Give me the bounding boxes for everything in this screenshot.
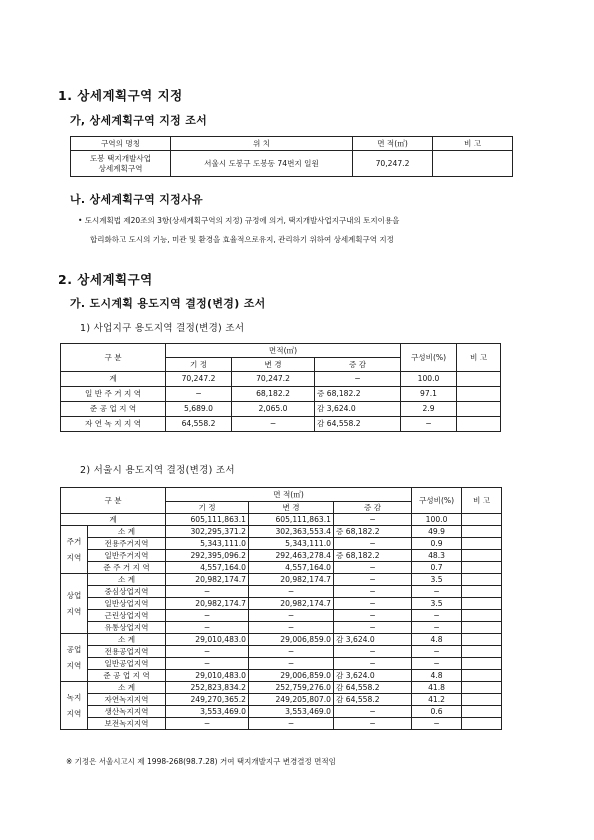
col-header-note: 비 고 (433, 137, 513, 151)
table-row (61, 574, 502, 586)
zone-name-line1: 도봉 택지개발사업 (89, 153, 152, 163)
note-value (462, 658, 502, 670)
note-value (457, 372, 501, 387)
existing-value: − (166, 622, 249, 634)
zone-group-label (61, 526, 88, 574)
row-label: 전용주거지역 (88, 538, 166, 550)
table-row (61, 658, 502, 670)
delta-value: − (334, 574, 412, 586)
row-label: 자 연 녹 지 지 역 (61, 417, 166, 432)
t2-header-existing: 기 정 (166, 502, 249, 514)
row-label: 근린상업지역 (88, 610, 166, 622)
ratio-value: 0.6 (412, 706, 462, 718)
table-row (61, 622, 502, 634)
col-header-area: 면 적(㎡) (353, 137, 433, 151)
change-value: − (232, 417, 315, 432)
delta-value: 감 64,558.2 (334, 694, 412, 706)
existing-value: 20,982,174.7 (166, 598, 249, 610)
row-label: 중심상업지역 (88, 586, 166, 598)
row-label: 전용공업지역 (88, 646, 166, 658)
delta-value: 감 64,558.2 (334, 682, 412, 694)
ratio-value: 4.8 (412, 634, 462, 646)
row-label: 준 공 업 지 역 (88, 670, 166, 682)
ratio-value: − (412, 718, 462, 730)
existing-value: 29,010,483.0 (166, 670, 249, 682)
ratio-value: 41.2 (412, 694, 462, 706)
existing-value: 302,295,371.2 (166, 526, 249, 538)
change-value: 29,006,859.0 (249, 634, 334, 646)
t2-header-division: 구 분 (61, 488, 166, 514)
delta-value: − (334, 514, 412, 526)
ratio-value: 100.0 (412, 514, 462, 526)
note-value (462, 526, 502, 538)
change-value: − (249, 718, 334, 730)
delta-value: − (334, 622, 412, 634)
row-label: 계 (61, 514, 166, 526)
reason-line1: • 도시계획법 제20조의 3항(상세계획구역의 지정) 규정에 의거, 택지개발사업지구내의 토지이용을 (78, 216, 400, 225)
note-value (462, 706, 502, 718)
delta-value: − (334, 562, 412, 574)
existing-value: 64,558.2 (166, 417, 232, 432)
change-value: 252,759,276.0 (249, 682, 334, 694)
ratio-value: 3.5 (412, 574, 462, 586)
ratio-value: 41.8 (412, 682, 462, 694)
note-value (462, 694, 502, 706)
t1-header-existing: 기 정 (166, 358, 232, 372)
change-value: − (249, 622, 334, 634)
delta-value: 감 3,624.0 (334, 670, 412, 682)
table-row (61, 646, 502, 658)
change-value: 2,065.0 (232, 402, 315, 417)
change-value: 302,363,553.4 (249, 526, 334, 538)
row-label: 생산녹지지역 (88, 706, 166, 718)
table-row (61, 562, 502, 574)
table-row (61, 670, 502, 682)
existing-value: 29,010,483.0 (166, 634, 249, 646)
ratio-value: 48.3 (412, 550, 462, 562)
existing-value: − (166, 610, 249, 622)
delta-value: 증 68,182.2 (315, 387, 401, 402)
row-label: 계 (61, 372, 166, 387)
note-value (462, 682, 502, 694)
t1-header-change: 변 경 (232, 358, 315, 372)
table-row (61, 514, 502, 526)
ratio-value: − (412, 610, 462, 622)
existing-value: 292,395,096.2 (166, 550, 249, 562)
ratio-value: 0.7 (412, 562, 462, 574)
t1-header-delta: 증 감 (315, 358, 401, 372)
delta-value: 증 68,182.2 (334, 526, 412, 538)
note-value (457, 417, 501, 432)
change-value: 249,205,807.0 (249, 694, 334, 706)
zone-group-label-line2: 지역 (66, 708, 82, 718)
ratio-value: 3.5 (412, 598, 462, 610)
project-zoning-table (60, 343, 501, 432)
existing-value: − (166, 658, 249, 670)
note-value (462, 550, 502, 562)
change-value: − (249, 658, 334, 670)
delta-value: 증 68,182.2 (334, 550, 412, 562)
change-value: − (249, 586, 334, 598)
section1-sub-b: 나. 상세계획구역 지정사유 (70, 193, 203, 206)
zone-group-label-line1: 상업 (66, 590, 82, 600)
t1-header-division: 구 분 (61, 344, 166, 372)
table-row (61, 586, 502, 598)
note-value (462, 574, 502, 586)
t2-header-ratio: 구성비(%) (412, 488, 462, 514)
change-value: 20,982,174.7 (249, 574, 334, 586)
zone-group-label-line1: 녹지 (66, 692, 82, 702)
table-row (61, 694, 502, 706)
zone-group-label (61, 574, 88, 634)
existing-value: 5,689.0 (166, 402, 232, 417)
note-value (462, 646, 502, 658)
row-label: 소 계 (88, 682, 166, 694)
ratio-value: − (412, 646, 462, 658)
ratio-value: − (412, 586, 462, 598)
row-label: 일반상업지역 (88, 598, 166, 610)
table-row (61, 387, 501, 402)
delta-value: − (334, 598, 412, 610)
zone-group-label-line2: 지역 (66, 660, 82, 670)
delta-value: 감 3,624.0 (315, 402, 401, 417)
delta-value: − (315, 372, 401, 387)
row-label: 일 반 주 거 지 역 (61, 387, 166, 402)
zone-group-label-line1: 주거 (66, 536, 82, 546)
t1-header-ratio: 구성비(%) (401, 344, 457, 372)
table2-caption: 2) 서울시 용도지역 결정(변경) 조서 (80, 465, 235, 476)
t2-header-change: 변 경 (249, 502, 334, 514)
existing-value: 4,557,164.0 (166, 562, 249, 574)
section2-sub-a: 가. 도시계획 용도지역 결정(변경) 조서 (70, 297, 266, 310)
table-row (61, 372, 501, 387)
ratio-value: 2.9 (401, 402, 457, 417)
zone-group-label-line2: 지역 (66, 552, 82, 562)
table-row (61, 682, 502, 694)
ratio-value: 4.8 (412, 670, 462, 682)
existing-value: 252,823,834.2 (166, 682, 249, 694)
existing-value: − (166, 718, 249, 730)
note-value (462, 598, 502, 610)
zone-note (433, 151, 513, 177)
zone-group-label (61, 682, 88, 730)
table-row (61, 634, 502, 646)
table-row (61, 718, 502, 730)
note-value (462, 538, 502, 550)
row-label: 자연녹지지역 (88, 694, 166, 706)
note-value (457, 402, 501, 417)
table-row (61, 610, 502, 622)
delta-value: − (334, 658, 412, 670)
table1-caption: 1) 사업지구 용도지역 결정(변경) 조서 (80, 323, 245, 334)
seoul-zoning-table (60, 487, 502, 730)
ratio-value: 0.9 (412, 538, 462, 550)
existing-value: 70,247.2 (166, 372, 232, 387)
change-value: 29,006,859.0 (249, 670, 334, 682)
table-row (61, 550, 502, 562)
delta-value: − (334, 538, 412, 550)
section1-sub-a: 가, 상세계획구역 지정 조서 (70, 114, 208, 127)
zone-group-label (61, 634, 88, 682)
delta-value: − (334, 718, 412, 730)
delta-value: 감 64,558.2 (315, 417, 401, 432)
row-label: 일반주거지역 (88, 550, 166, 562)
note-value (462, 634, 502, 646)
note-value (457, 387, 501, 402)
change-value: − (249, 646, 334, 658)
existing-value: 5,343,111.0 (166, 538, 249, 550)
change-value: 70,247.2 (232, 372, 315, 387)
table-row (61, 402, 501, 417)
row-label: 유통상업지역 (88, 622, 166, 634)
zone-group-label-line1: 공업 (66, 644, 82, 654)
existing-value: 605,111,863.1 (166, 514, 249, 526)
existing-value: − (166, 586, 249, 598)
note-value (462, 514, 502, 526)
row-label: 소 계 (88, 574, 166, 586)
existing-value: − (166, 387, 232, 402)
row-label: 준 공 업 지 역 (61, 402, 166, 417)
table-row (61, 598, 502, 610)
ratio-value: − (412, 622, 462, 634)
existing-value: 249,270,365.2 (166, 694, 249, 706)
table-row (61, 538, 502, 550)
change-value: 68,182.2 (232, 387, 315, 402)
existing-value: − (166, 646, 249, 658)
change-value: 605,111,863.1 (249, 514, 334, 526)
change-value: 3,553,469.0 (249, 706, 334, 718)
t2-header-delta: 증 감 (334, 502, 412, 514)
col-header-name: 구역의 명칭 (71, 137, 171, 151)
delta-value: 감 3,624.0 (334, 634, 412, 646)
delta-value: − (334, 646, 412, 658)
reason-line2: 합리화하고 도시의 기능, 미관 및 환경을 효율적으로유지, 관리하기 위하여 상세계획구역 지정 (90, 235, 394, 244)
table-row (61, 526, 502, 538)
row-label: 보전녹지지역 (88, 718, 166, 730)
t1-header-note: 비 고 (457, 344, 501, 372)
note-value (462, 610, 502, 622)
note-value (462, 718, 502, 730)
table-row (61, 417, 501, 432)
existing-value: 20,982,174.7 (166, 574, 249, 586)
table-row (61, 706, 502, 718)
delta-value: − (334, 586, 412, 598)
row-label: 소 계 (88, 634, 166, 646)
delta-value: − (334, 706, 412, 718)
delta-value: − (334, 610, 412, 622)
zone-group-label-line2: 지역 (66, 606, 82, 616)
ratio-value: 100.0 (401, 372, 457, 387)
t1-header-area: 면적(㎡) (166, 344, 401, 358)
note-value (462, 670, 502, 682)
row-label: 소 계 (88, 526, 166, 538)
ratio-value: 97.1 (401, 387, 457, 402)
row-label: 준 주 거 지 역 (88, 562, 166, 574)
zone-location: 서울시 도봉구 도봉동 74번지 일원 (171, 151, 353, 177)
section2-title: 2. 상세계획구역 (58, 272, 153, 287)
zone-area: 70,247.2 (353, 151, 433, 177)
col-header-location: 위 치 (171, 137, 353, 151)
ratio-value: 49.9 (412, 526, 462, 538)
change-value: 20,982,174.7 (249, 598, 334, 610)
note-value (462, 562, 502, 574)
zone-designation-table (70, 136, 513, 177)
change-value: − (249, 610, 334, 622)
change-value: 5,343,111.0 (249, 538, 334, 550)
zone-name-cell (71, 151, 171, 177)
row-label: 일반공업지역 (88, 658, 166, 670)
zone-name-line2: 상세계획구역 (98, 163, 143, 173)
t2-header-area: 면 적(㎡) (166, 488, 412, 502)
note-value (462, 586, 502, 598)
section1-title: 1. 상세계획구역 지정 (58, 88, 183, 103)
change-value: 4,557,164.0 (249, 562, 334, 574)
ratio-value: − (412, 658, 462, 670)
change-value: 292,463,278.4 (249, 550, 334, 562)
t2-header-note: 비 고 (462, 488, 502, 514)
existing-value: 3,553,469.0 (166, 706, 249, 718)
note-value (462, 622, 502, 634)
ratio-value: − (401, 417, 457, 432)
footnote: ※ 기정은 서울시고시 제 1998-268(98.7.28) 거여 택지개발지구 변경결정 면적임 (66, 757, 336, 766)
